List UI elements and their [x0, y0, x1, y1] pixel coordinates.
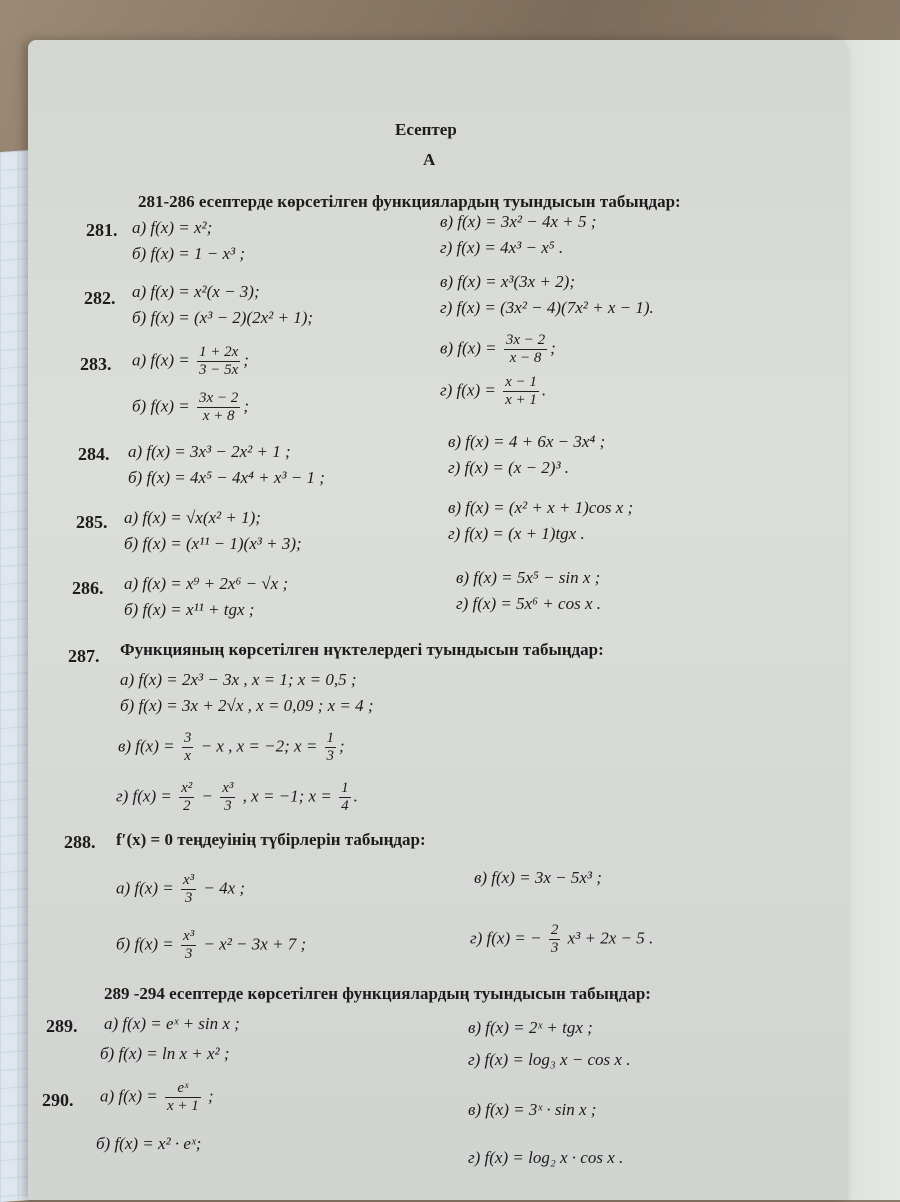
problem-number: 281.: [86, 220, 118, 240]
problem-284-b: б) f(x) = 4x⁵ − 4x⁴ + x³ − 1 ;: [128, 468, 325, 487]
problem-290-g: г) f(x) = log₂ x · cos x .: [468, 1148, 624, 1167]
problem-283-b: б) f(x) = $\frac{3x - 2}{x + 8}$ ;: [132, 390, 249, 424]
problem-281-a: а) f(x) = x²;: [132, 218, 213, 237]
instruction-288: f′(x) = 0 теңдеуінің түбірлерін табыңдар:: [116, 830, 426, 849]
problem-281-g: г) f(x) = 4x³ − x⁵ .: [440, 238, 564, 257]
problem-286-v: в) f(x) = 5x⁵ − sin x ;: [456, 568, 601, 587]
problem-number: 284.: [78, 444, 110, 464]
problem-283-v: в) f(x) = $\frac{3x - 2}{x - 8}$ ;: [440, 332, 556, 366]
textbook-page: [28, 40, 848, 1200]
problem-286-g: г) f(x) = 5x⁶ + cos x .: [456, 594, 601, 613]
problem-287-g: г) f(x) = $\frac{\text{x²}}{2}$ − $\frac{\text{x³}}{3}$ , x = −1; x = $\frac{1}{4}$ .: [116, 780, 358, 814]
problem-281-b: б) f(x) = 1 − x³ ;: [132, 244, 246, 263]
problem-number: 285.: [76, 512, 108, 532]
problem-284-v: в) f(x) = 4 + 6x − 3x⁴ ;: [448, 432, 606, 451]
problem-290-v: в) f(x) = 3ˣ · sin x ;: [468, 1100, 597, 1119]
problem-286-a: а) f(x) = x⁹ + 2x⁶ − √x ;: [124, 574, 289, 593]
problem-289-a: а) f(x) = eˣ + sin x ;: [104, 1014, 240, 1033]
problem-number: 287.: [68, 646, 100, 666]
problem-287-a: а) f(x) = 2x³ − 3x , x = 1; x = 0,5 ;: [120, 670, 357, 689]
problem-285-v: в) f(x) = (x² + x + 1)cos x ;: [448, 498, 634, 517]
problem-289-v: в) f(x) = 2ˣ + tgx ;: [468, 1018, 593, 1037]
problem-290-b: б) f(x) = x² · eˣ;: [96, 1134, 202, 1153]
problem-285-a: а) f(x) = √x(x² + 1);: [124, 508, 261, 527]
problem-284-g: г) f(x) = (x − 2)³ .: [448, 458, 570, 477]
instruction-289-294: 289 -294 есептерде көрсетілген функциялардың туындысын табыңдар:: [104, 984, 651, 1003]
page-title: Есептер: [395, 120, 457, 139]
problem-284-a: а) f(x) = 3x³ − 2x² + 1 ;: [128, 442, 291, 461]
problem-287-v: в) f(x) = $\frac{3}{x}$ − x , x = −2; x = $\frac{1}{3}$ ;: [118, 730, 345, 764]
problem-287-b: б) f(x) = 3x + 2√x , x = 0,09 ; x = 4 ;: [120, 696, 374, 715]
problem-number: 283.: [80, 354, 112, 374]
problem-282-g: г) f(x) = (3x² − 4)(7x² + x − 1).: [440, 298, 654, 317]
problem-286-b: б) f(x) = x¹¹ + tgx ;: [124, 600, 255, 619]
problem-285-g: г) f(x) = (x + 1)tgx .: [448, 524, 585, 543]
section-label: А: [423, 150, 436, 169]
problem-number: 289.: [46, 1016, 78, 1036]
problem-number: 288.: [64, 832, 96, 852]
problem-288-a: а) f(x) = $\frac{\text{x³}}{3}$ − 4x ;: [116, 872, 246, 906]
problem-283-a: а) f(x) = $\frac{1 + 2x}{3 - 5x}$ ;: [132, 344, 249, 378]
problem-282-a: а) f(x) = x²(x − 3);: [132, 282, 260, 301]
problem-282-v: в) f(x) = x³(3x + 2);: [440, 272, 575, 291]
instruction-281-286: 281-286 есептерде көрсетілген функциялардың туындысын табыңдар:: [138, 192, 681, 211]
problem-289-g: г) f(x) = log₃ x − cos x .: [468, 1050, 631, 1069]
problem-288-v: в) f(x) = 3x − 5x³ ;: [474, 868, 602, 887]
problem-288-g: г) f(x) = − $\frac{2}{3}$ x³ + 2x − 5 .: [470, 922, 654, 956]
instruction-287: Функцияның көрсетілген нүктелердегі туындысын табыңдар:: [120, 640, 604, 659]
problem-289-b: б) f(x) = ln x + x² ;: [100, 1044, 230, 1063]
problem-281-v: в) f(x) = 3x² − 4x + 5 ;: [440, 212, 597, 231]
problem-282-b: б) f(x) = (x³ − 2)(2x² + 1);: [132, 308, 314, 327]
problem-283-g: г) f(x) = $\frac{x - 1}{x + 1}$ .: [440, 374, 547, 408]
problem-number: 286.: [72, 578, 104, 598]
problem-290-a: а) f(x) = $\frac{\text{eˣ}}{x + 1}$ ;: [100, 1080, 214, 1114]
problem-285-b: б) f(x) = (x¹¹ − 1)(x³ + 3);: [124, 534, 302, 553]
problem-288-b: б) f(x) = $\frac{\text{x³}}{3}$ − x² − 3x + 7 ;: [116, 928, 307, 962]
problem-number: 290.: [42, 1090, 74, 1110]
problem-number: 282.: [84, 288, 116, 308]
